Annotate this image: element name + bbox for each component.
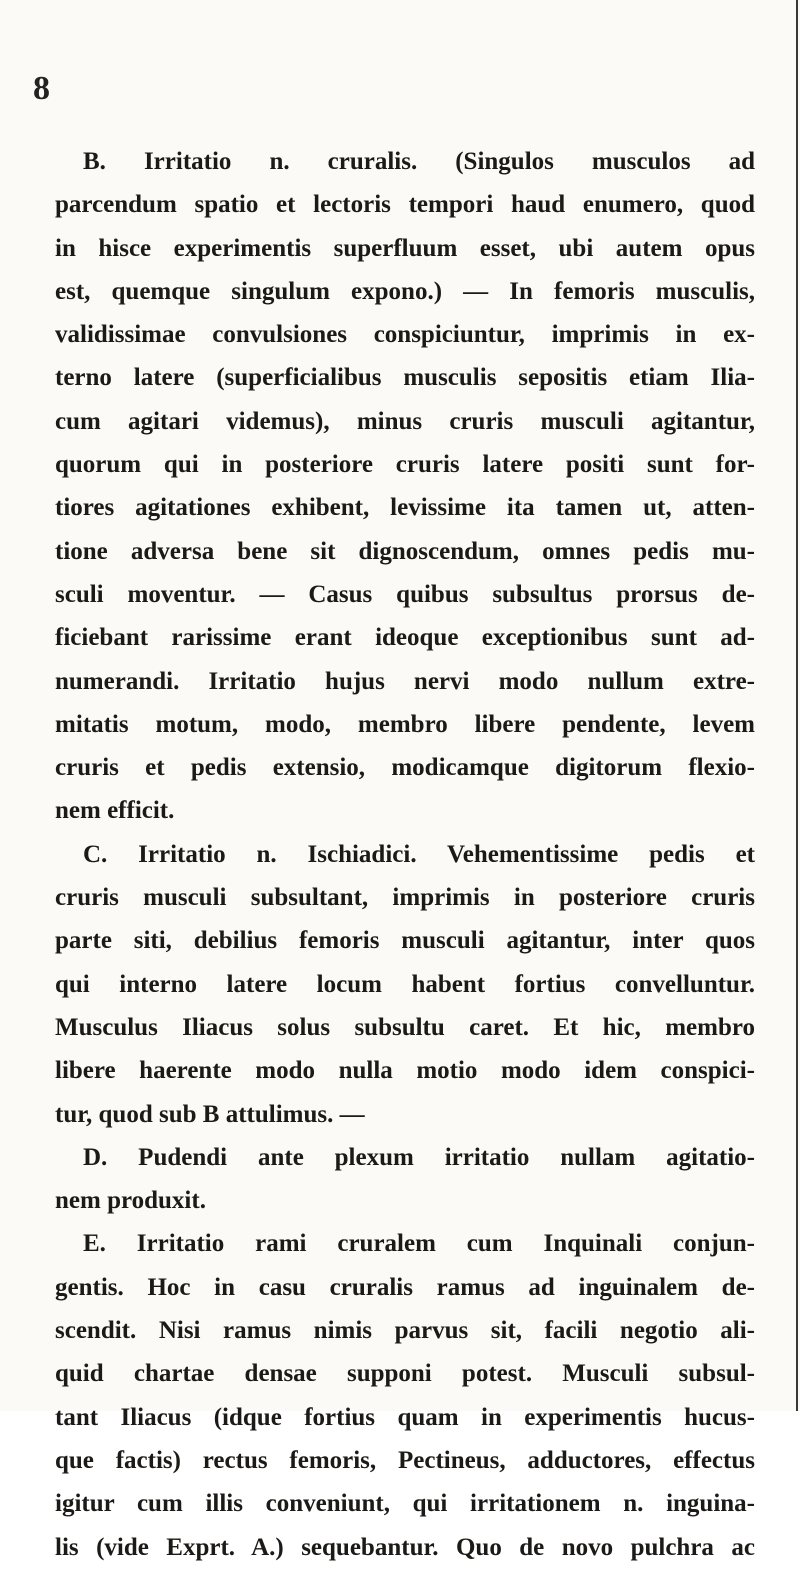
text-line: cruris musculi subsultant, imprimis in posteriore cruris	[55, 884, 755, 912]
text-line: scendit. Nisi ramus nimis parvus sit, facili negotio ali-	[55, 1317, 755, 1345]
text-line: sculi moventur. — Casus quibus subsultus prorsus de-	[55, 580, 755, 608]
text-line: tur, quod sub B attulimus. —	[55, 1100, 365, 1128]
text-line: nem efficit.	[55, 797, 175, 825]
text-line: tant Iliacus (idque fortius quam in experimentis hucus-	[55, 1403, 755, 1431]
text-line: ficiebant rarissime erant ideoque exceptionibus sunt ad-	[55, 624, 755, 652]
text-line: numerandi. Irritatio hujus nervi modo nullum extre-	[55, 667, 755, 695]
text-line: in hisce experimentis superfluum esset, ubi autem opus	[55, 234, 755, 262]
text-line: parcendum spatio et lectoris tempori haud enumero, quod	[55, 191, 755, 219]
text-line: lis (vide Exprt. A.) sequebantur. Quo de novo pulchra ac	[55, 1533, 755, 1561]
text-line: cruris et pedis extensio, modicamque digitorum flexio-	[55, 754, 755, 782]
text-line: tiores agitationes exhibent, levissime ita tamen ut, atten-	[55, 494, 755, 522]
page-number: 8	[33, 70, 50, 107]
text-line: tione adversa bene sit dignoscendum, omnes pedis mu-	[55, 537, 755, 565]
text-line: gentis. Hoc in casu cruralis ramus ad inguinalem de-	[55, 1273, 755, 1301]
text-line: terno latere (superficialibus musculis sepositis etiam Ilia-	[55, 364, 755, 392]
text-line: D. Pudendi ante plexum irritatio nullam agitatio-	[83, 1143, 755, 1171]
text-line: nem produxit.	[55, 1187, 206, 1215]
text-line: libere haerente modo nulla motio modo idem conspici-	[55, 1057, 755, 1085]
text-line: Musculus Iliacus solus subsultu caret. Et hic, membro	[55, 1013, 755, 1041]
text-line: mitatis motum, modo, membro libere pendente, levem	[55, 710, 755, 738]
text-line: est, quemque singulum expono.) — In femoris musculis,	[55, 277, 755, 305]
text-line: E. Irritatio rami cruralem cum Inquinali conjun-	[83, 1230, 755, 1258]
text-line: que factis) rectus femoris, Pectineus, adductores, effectus	[55, 1446, 755, 1474]
text-line: quid chartae densae supponi potest. Musculi subsul-	[55, 1360, 755, 1388]
body-text	[55, 140, 755, 1569]
text-line: qui interno latere locum habent fortius convelluntur.	[55, 970, 755, 998]
page-edge-divider	[796, 0, 798, 1411]
text-line: cum agitari videmus), minus cruris musculi agitantur,	[55, 407, 755, 435]
text-line: C. Irritatio n. Ischiadici. Vehementissime pedis et	[83, 840, 755, 868]
text-line: validissimae convulsiones conspiciuntur, imprimis in ex-	[55, 321, 755, 349]
text-line: igitur cum illis conveniunt, qui irritationem n. inguina-	[55, 1490, 755, 1518]
text-line: quorum qui in posteriore cruris latere positi sunt for-	[55, 451, 755, 479]
text-line: parte siti, debilius femoris musculi agitantur, inter quos	[55, 927, 755, 955]
text-line: B. Irritatio n. cruralis. (Singulos musculos ad	[83, 148, 755, 175]
